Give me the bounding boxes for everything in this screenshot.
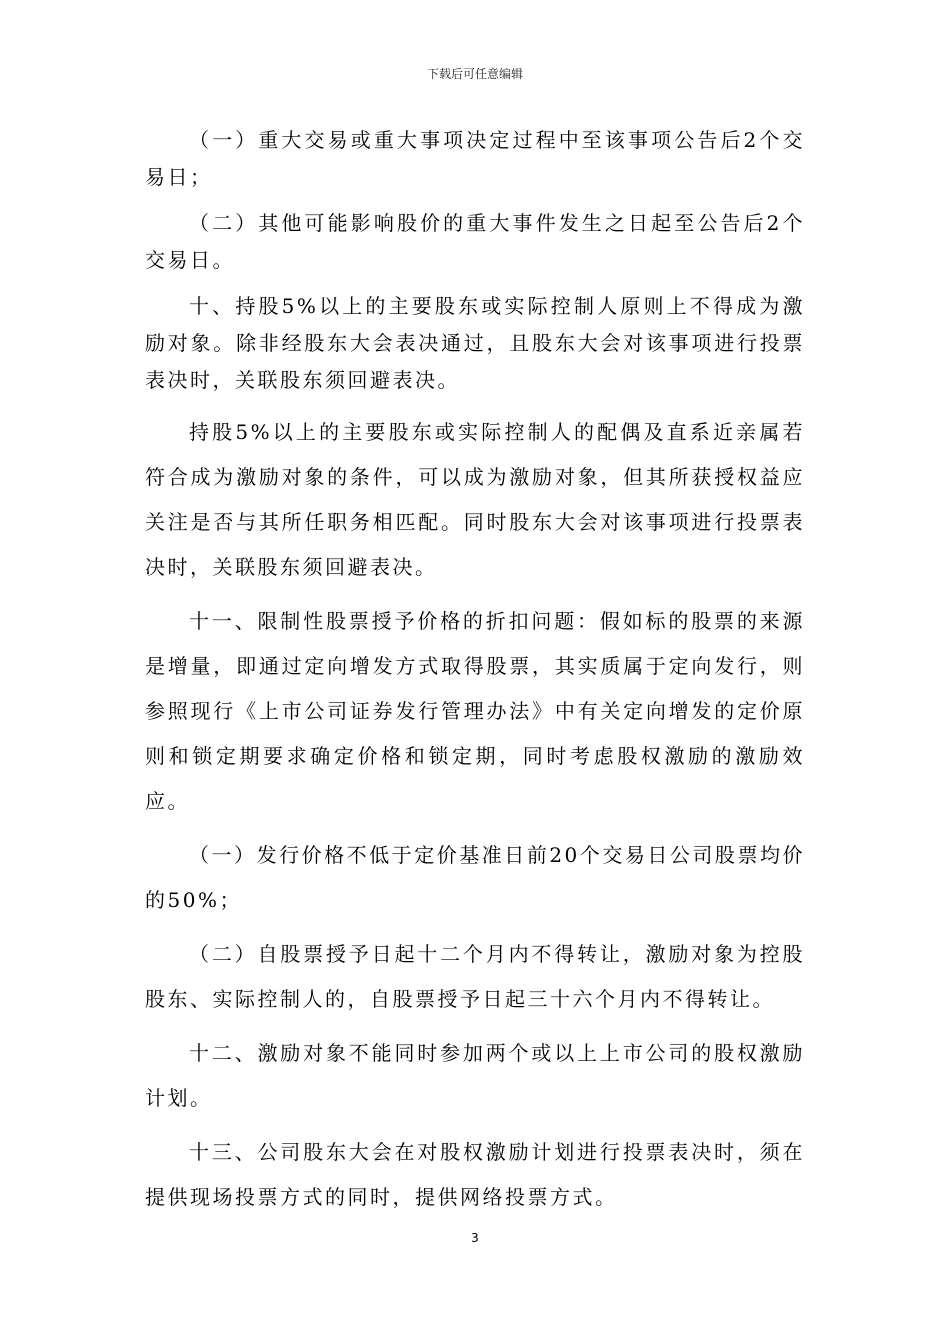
paragraph-8: 十二、激励对象不能同时参加两个或以上上市公司的股权激励计划。: [145, 1041, 805, 1110]
document-body: [145, 122, 805, 1220]
paragraph-9: 十三、公司股东大会在对股权激励计划进行投票表决时，须在提供现场投票方式的同时，提供网络投票方式。: [145, 1140, 805, 1209]
paragraph-2: （二）其他可能影响股价的重大事件发生之日起至公告后2个交易日。: [145, 211, 805, 272]
paragraph-7: （二）自股票授予日起十二个月内不得转让，激励对象为控股股东、实际控制人的，自股票授予日起三十六个月内不得转让。: [145, 942, 805, 1011]
paragraph-6: （一）发行价格不低于定价基准日前20个交易日公司股票均价的50%；: [145, 843, 805, 912]
page-header-note: 下载后可任意编辑: [426, 67, 523, 81]
paragraph-5: 十一、限制性股票授予价格的折扣问题：假如标的股票的来源是增量，即通过定向增发方式取得股票，其实质属于定向发行，则参照现行《上市公司证券发行管理办法》中有关定向增发的定价原则和锁定期要求确定价格和锁定期，同时考虑股权激励的激励效应。: [145, 609, 805, 813]
paragraph-4: 持股5%以上的主要股东或实际控制人的配偶及直系近亲属若符合成为激励对象的条件，可以成为激励对象，但其所获授权益应关注是否与其所任职务相匹配。同时股东大会对该事项进行投票表决时，关联股东须回避表决。: [145, 420, 805, 579]
page-number: 3: [471, 1231, 479, 1245]
paragraph-3: 十、持股5%以上的主要股东或实际控制人原则上不得成为激励对象。除非经股东大会表决通过，且股东大会对该事项进行投票表决时，关联股东须回避表决。: [145, 294, 805, 392]
paragraph-1: （一）重大交易或重大事项决定过程中至该事项公告后2个交易日；: [145, 128, 805, 189]
